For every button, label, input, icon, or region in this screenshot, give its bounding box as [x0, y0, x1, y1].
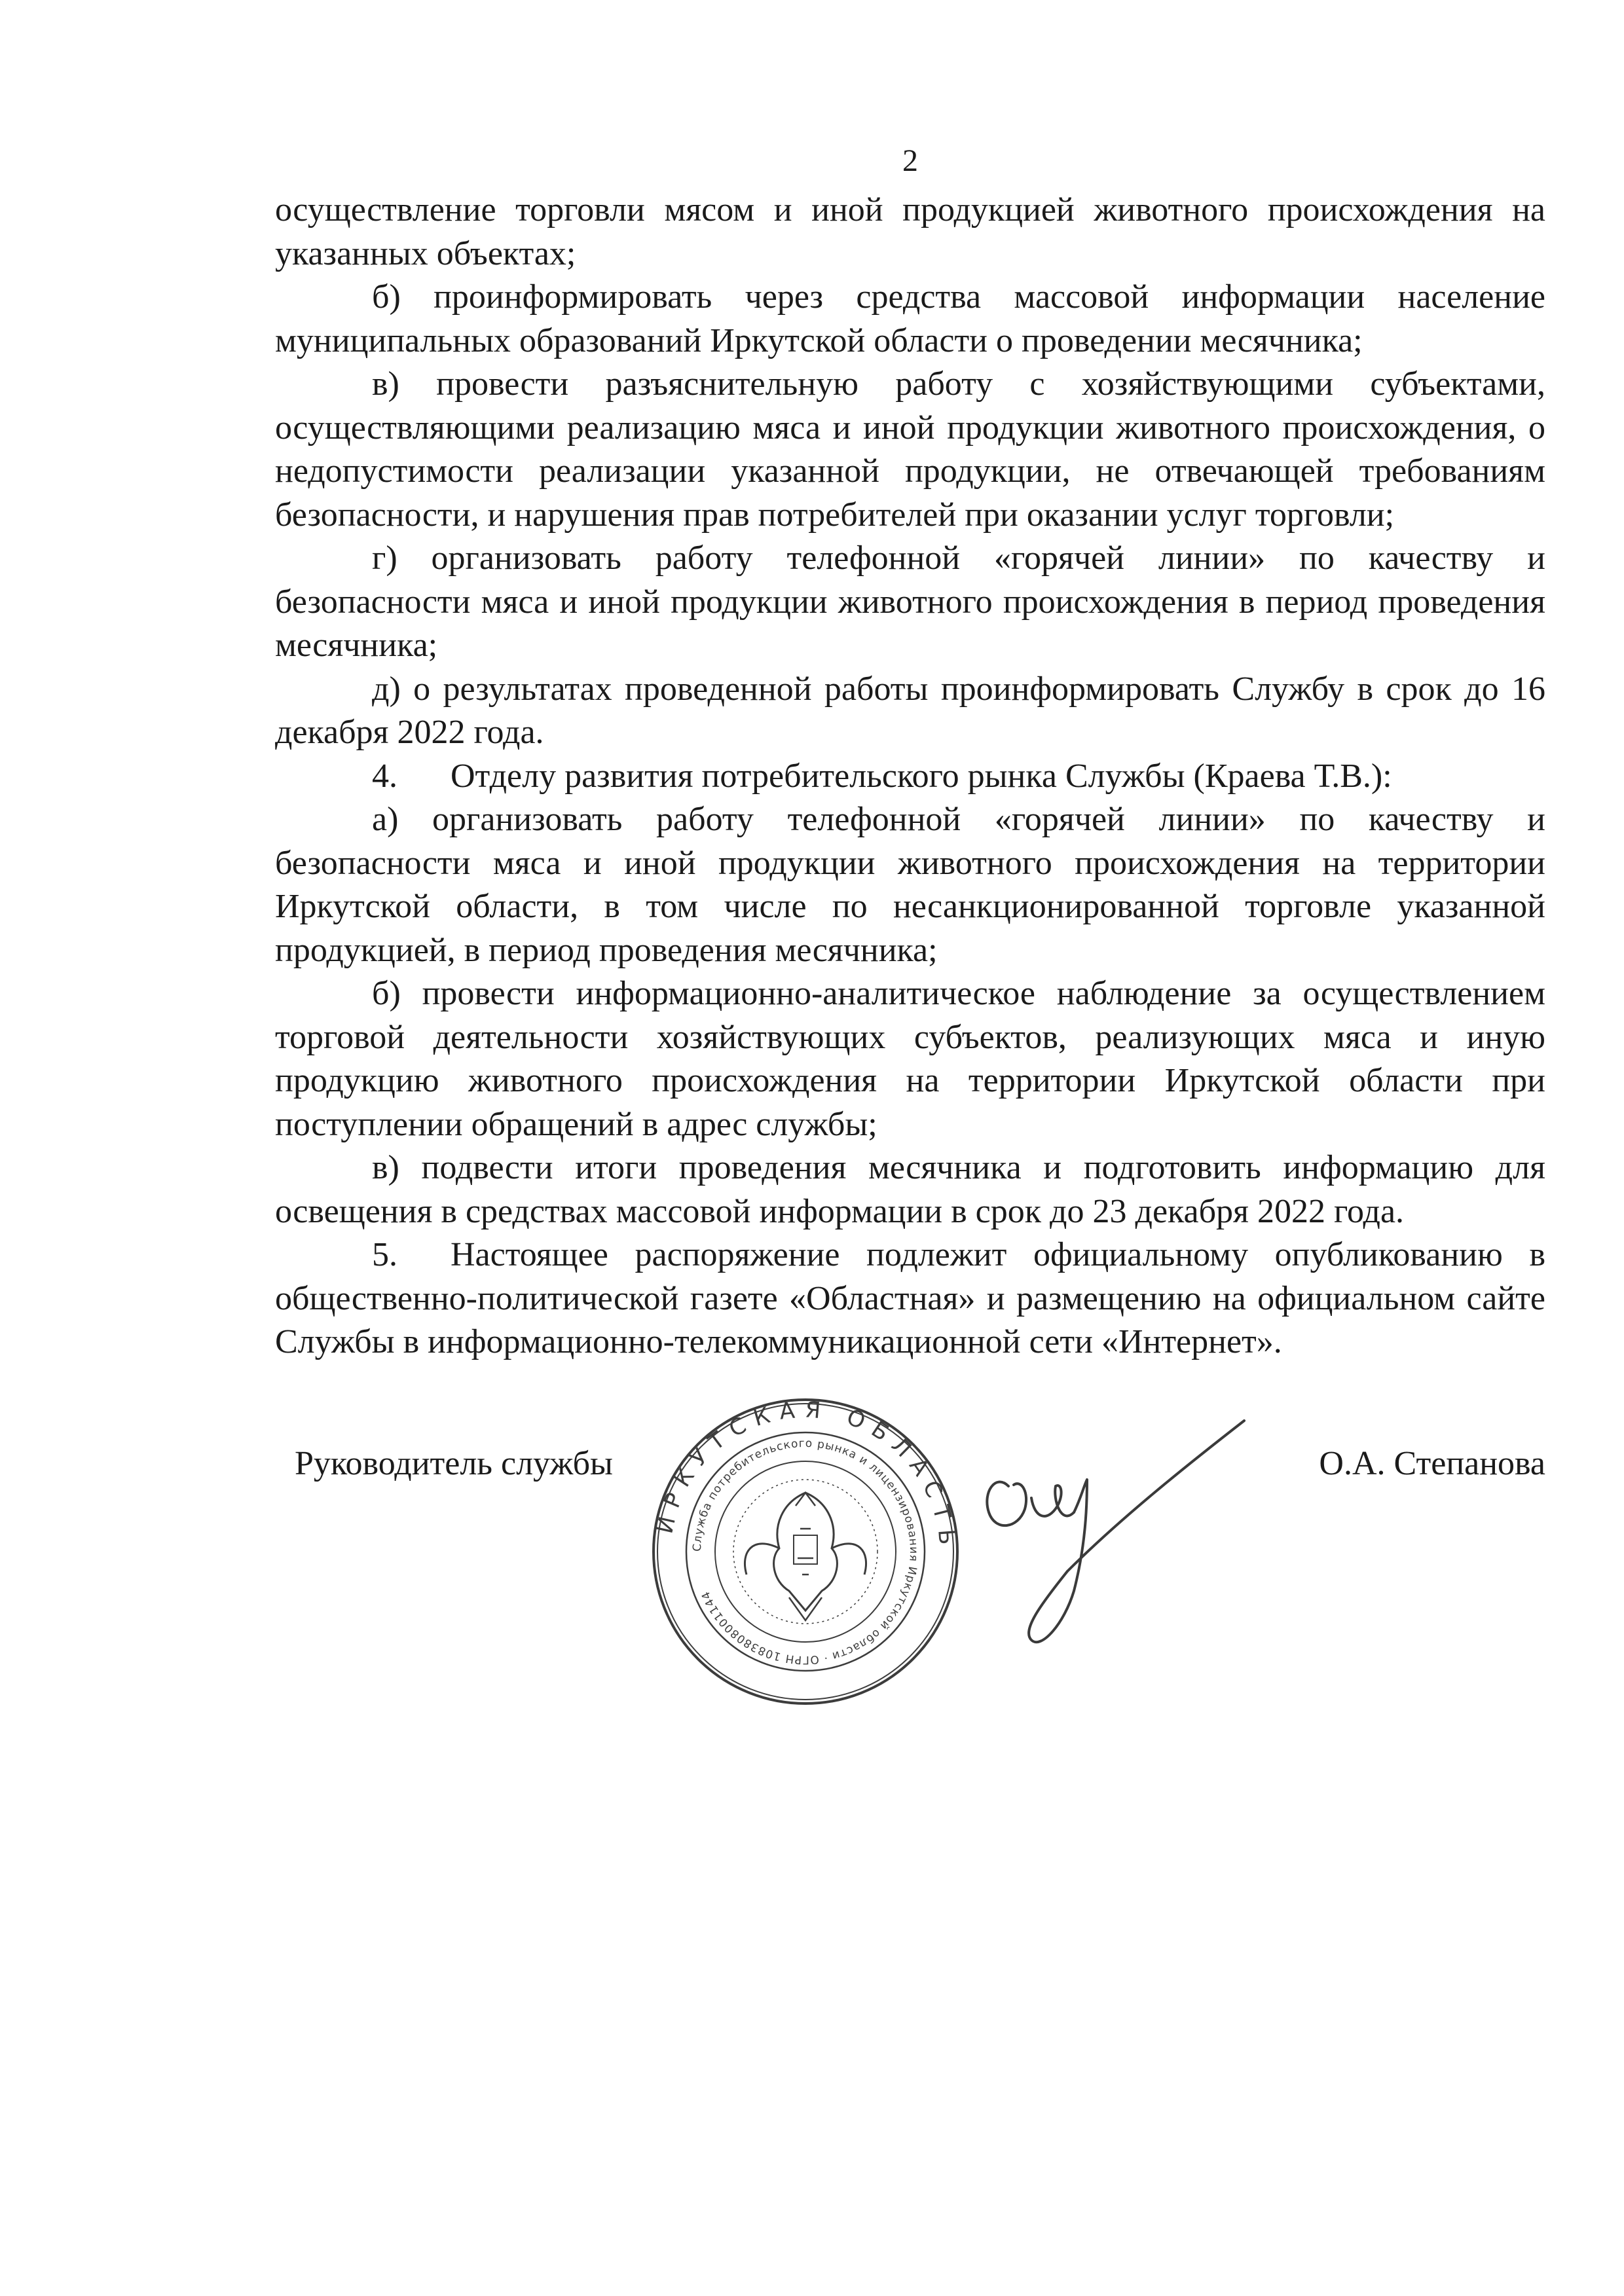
paragraph-section-4: [275, 755, 1545, 799]
paragraph-text: осуществление торговли мясом и иной продукцией животного происхождения на указанных объектах;: [275, 191, 1545, 272]
signatory-position: Руководитель службы: [295, 1445, 613, 1482]
paragraph-text: в) подвести итоги проведения месячника и подготовить информацию для освещения в средствах массовой информации в срок до 23 декабря 2022 года.: [275, 1149, 1545, 1230]
paragraph-item-b: [275, 276, 1545, 363]
paragraph-text: г) организовать работу телефонной «горячей линии» по качеству и безопасности мяса и иной продукции животного происхождения в период проведения месячника;: [275, 539, 1545, 664]
seal-inner-text: Служба потребительского рынка и лицензирования Иркутской области · ОГРН 1083808001144: [690, 1436, 921, 1667]
section-number: 4.: [372, 757, 397, 795]
seal-outer-text: ИРКУТСКАЯ ОБЛАСТЬ: [652, 1396, 961, 1555]
paragraph-text: а) организовать работу телефонной «горячей линии» по качеству и безопасности мяса и иной продукции животного происхождения на территории Иркутской области, в том числе по несанкционированной торговле указанной продукцией, в период проведения месячника;: [275, 801, 1545, 969]
paragraph-continuation: [275, 189, 1545, 276]
official-seal: [648, 1394, 963, 1709]
svg-text:Служба потребительского рынка: [691, 1437, 920, 1666]
signatory-name: О.А. Степанова: [1319, 1445, 1545, 1482]
paragraph-item-v2: [275, 1146, 1545, 1233]
signature-block: [0, 1375, 1624, 1768]
paragraph-text: д) о результатах проведенной работы проинформировать Службу в срок до 16 декабря 2022 года.: [275, 670, 1545, 751]
paragraph-text: б) провести информационно-аналитическое наблюдение за осуществлением торговой деятельности хозяйствующих субъектов, реализующих мяса и иную продукцию животного происхождения на территории Иркутской области при поступлении обращений в адрес службы;: [275, 975, 1545, 1143]
paragraph-item-v: [275, 363, 1545, 537]
handwritten-signature: [969, 1414, 1257, 1689]
section-number: 5.: [372, 1236, 397, 1273]
paragraph-text: в) провести разъяснительную работу с хозяйствующими субъектами, осуществляющими реализацию мяса и иной продукции животного происхождения, о недопустимости реализации указанной продукции, не отвечающей требованиям безопасности, и нарушения прав потребителей при оказании услуг торговли;: [275, 365, 1545, 534]
paragraph-item-d: [275, 668, 1545, 755]
paragraph-section-5: [275, 1233, 1545, 1364]
document-body: [275, 189, 1545, 1364]
page-number: 2: [902, 143, 918, 178]
paragraph-text: Отделу развития потребительского рынка Службы (Краева Т.В.):: [451, 757, 1392, 795]
paragraph-item-b2: [275, 972, 1545, 1146]
paragraph-item-a: [275, 798, 1545, 972]
paragraph-item-g: [275, 537, 1545, 668]
paragraph-text: б) проинформировать через средства массовой информации население муниципальных образований Иркутской области о проведении месячника;: [275, 278, 1545, 359]
paragraph-text: Настоящее распоряжение подлежит официальному опубликованию в общественно-политической газете «Областная» и размещению на официальном сайте Службы в информационно-телекоммуникационной сети «Интернет».: [275, 1236, 1545, 1360]
